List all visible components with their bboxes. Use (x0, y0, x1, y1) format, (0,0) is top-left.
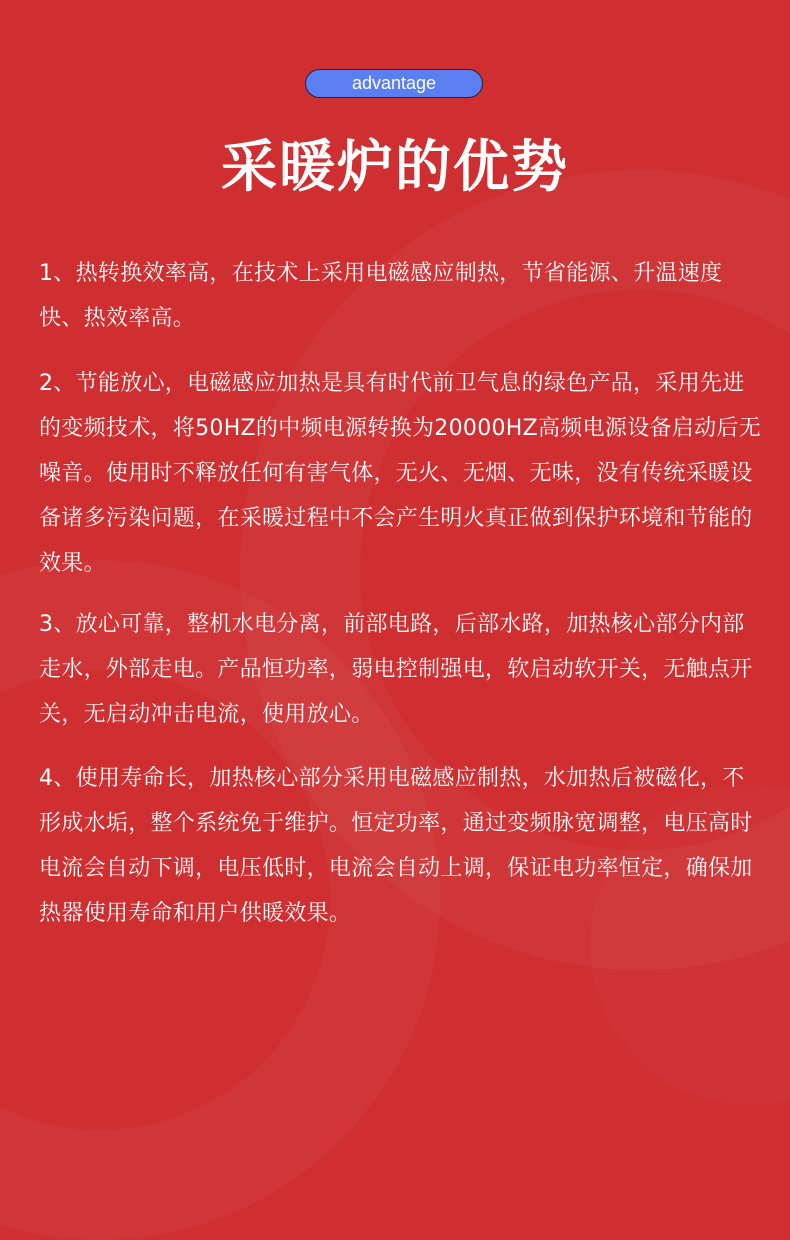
advantage-paragraph-2: 2、节能放心，电磁感应加热是具有时代前卫气息的绿色产品，采用先进的变频技术，将50HZ的中频电源转换为20000HZ高频电源设备启动后无噪音。使用时不释放任何有害气体，无火、无烟、无味，没有传统采暖设备诸多污染问题，在采暖过程中不会产生明火真正做到保护环境和节能的效果。 (39, 371, 762, 576)
page-title: 采暖炉的优势 (221, 135, 569, 200)
advantage-paragraph-1: 1、热转换效率高，在技术上采用电磁感应制热，节省能源、升温速度快、热效率高。 (39, 261, 723, 331)
advantage-paragraph-3: 3、放心可靠，整机水电分离，前部电路，后部水路，加热核心部分内部走水，外部走电。产品恒功率，弱电控制强电，软启动软开关，无触点开关，无启动冲击电流，使用放心。 (39, 612, 753, 727)
advantage-paragraph-4: 4、使用寿命长，加热核心部分采用电磁感应制热，水加热后被磁化，不形成水垢，整个系统免于维护。恒定功率，通过变频脉宽调整，电压高时电流会自动下调，电压低时，电流会自动上调，保证电功率恒定，确保加热器使用寿命和用户供暖效果。 (39, 766, 753, 926)
advantage-badge: advantage (305, 69, 483, 98)
